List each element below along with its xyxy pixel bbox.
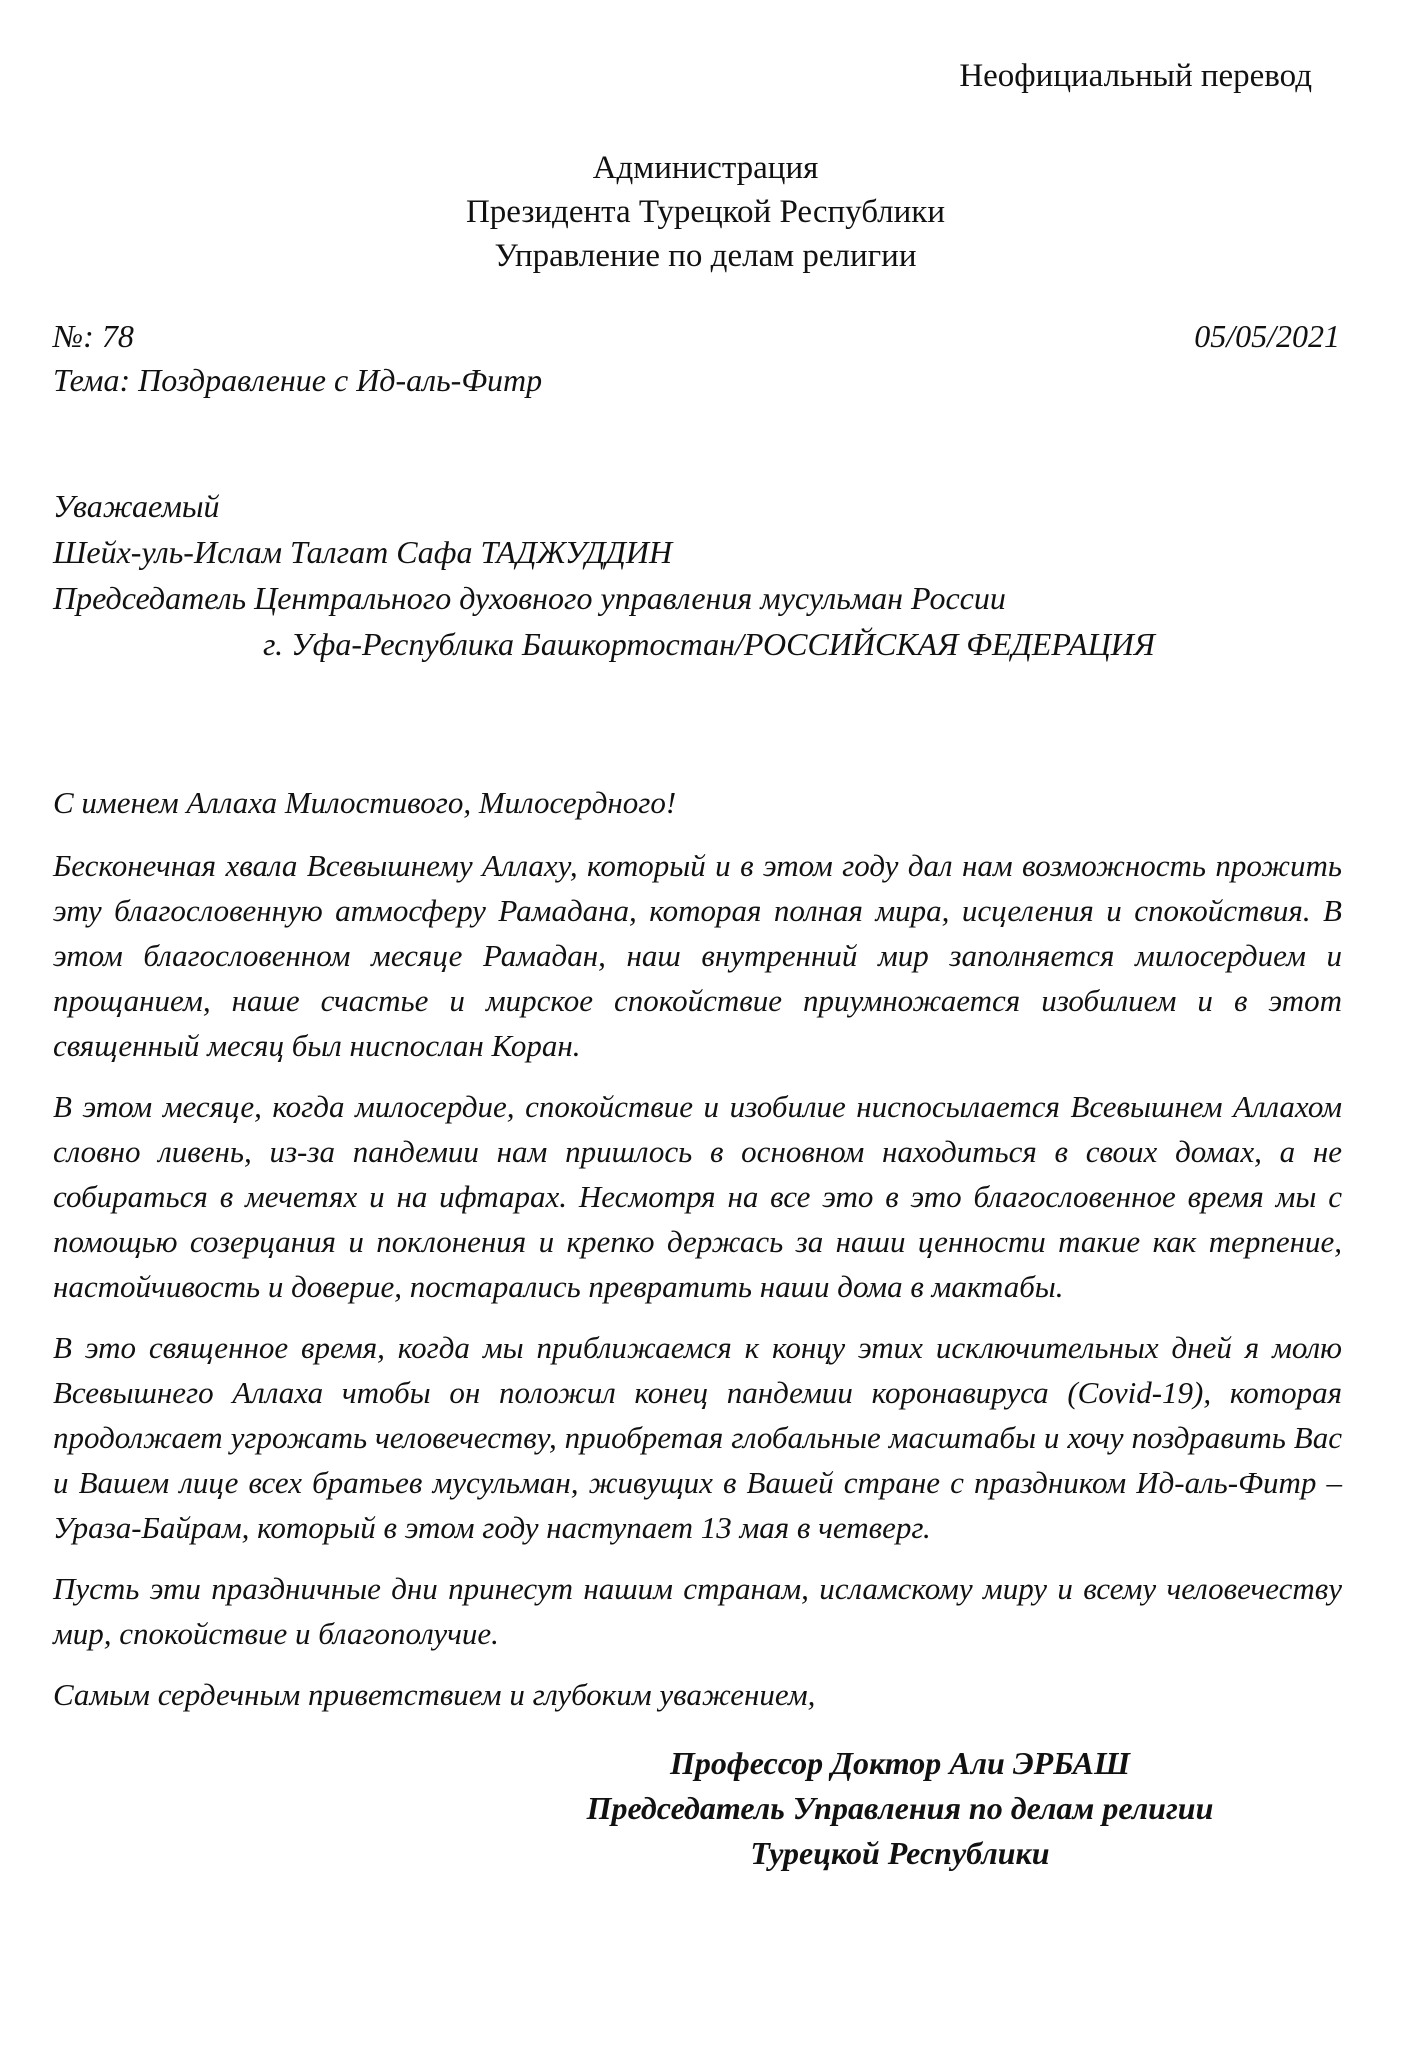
letterhead-line-president: Президента Турецкой Республики bbox=[465, 194, 946, 230]
addressee-block bbox=[53, 483, 1155, 667]
document-subject: Тема: Поздравление с Ид-аль-Фитр bbox=[53, 362, 543, 398]
body-paragraph-3: В это священное время, когда мы приближаемся к концу этих исключительных дней я молю Всевышнего Аллаха чтобы он положил конец пандемии коронавируса (Covid-19), которая продолжает угрожать человечеству, приобретая глобальные масштабы и хочу поздравить Вас и Вашем лице всех братьев мусульман, живущих в Вашей стране с праздником Ид-аль-Фитр – Ураза-Байрам, который в этом году наступает 13 мая в четверг. bbox=[53, 1330, 1342, 1545]
addressee-position: Председатель Центрального духовного управления мусульман России bbox=[53, 580, 1006, 616]
body-closing: Самым сердечным приветствием и глубоким уважением, bbox=[53, 1677, 816, 1712]
letterhead bbox=[0, 146, 1411, 278]
body-paragraph-4: Пусть эти праздничные дни принесут нашим странам, исламскому миру и всему человечеству мир, спокойствие и благополучие. bbox=[53, 1571, 1342, 1651]
body-paragraph-1: Бесконечная хвала Всевышнему Аллаху, который и в этом году дал нам возможность прожить эту благословенную атмосферу Рамадана, которая полная мира, исцеления и спокойствия. В этом благословенном месяце Рамадан, наш внутренний мир заполняется милосердием и прощанием, наше счастье и мирское спокойствие приумножается изобилием и в этот священный месяц был ниспослан Коран. bbox=[53, 848, 1342, 1063]
document-date: 05/05/2021 bbox=[1194, 318, 1340, 354]
addressee-salutation: Уважаемый bbox=[53, 488, 220, 524]
signatory-name: Профессор Доктор Али ЭРБАШ bbox=[669, 1745, 1131, 1781]
signatory-country: Турецкой Республики bbox=[750, 1835, 1050, 1871]
addressee-location: г. Уфа-Республика Башкортостан/РОССИЙСКАЯ ФЕДЕРАЦИЯ bbox=[263, 626, 1155, 662]
letterhead-line-department: Управление по делам религии bbox=[494, 238, 917, 274]
document-number: №: 78 bbox=[53, 318, 134, 354]
letterhead-line-administration: Администрация bbox=[592, 150, 819, 186]
signature-block bbox=[540, 1741, 1260, 1876]
addressee-name: Шейх-уль-Ислам Талгат Сафа ТАДЖУДДИН bbox=[53, 534, 673, 570]
unofficial-translation-note: Неофициальный перевод bbox=[959, 58, 1312, 94]
letter-body bbox=[53, 780, 1342, 1733]
body-greeting: С именем Аллаха Милостивого, Милосердного! bbox=[53, 785, 677, 820]
body-paragraph-2: В этом месяце, когда милосердие, спокойствие и изобилие ниспосылается Всевышнем Аллахом словно ливень, из-за пандемии нам пришлось в основном находиться в своих домах, а не собираться в мечетях и на ифтарах. Несмотря на все это в это благословенное время мы с помощью созерцания и поклонения и крепко держась за наши ценности такие как терпение, настойчивость и доверие, постарались превратить наши дома в мактабы. bbox=[53, 1089, 1342, 1304]
signatory-title: Председатель Управления по делам религии bbox=[586, 1790, 1214, 1826]
